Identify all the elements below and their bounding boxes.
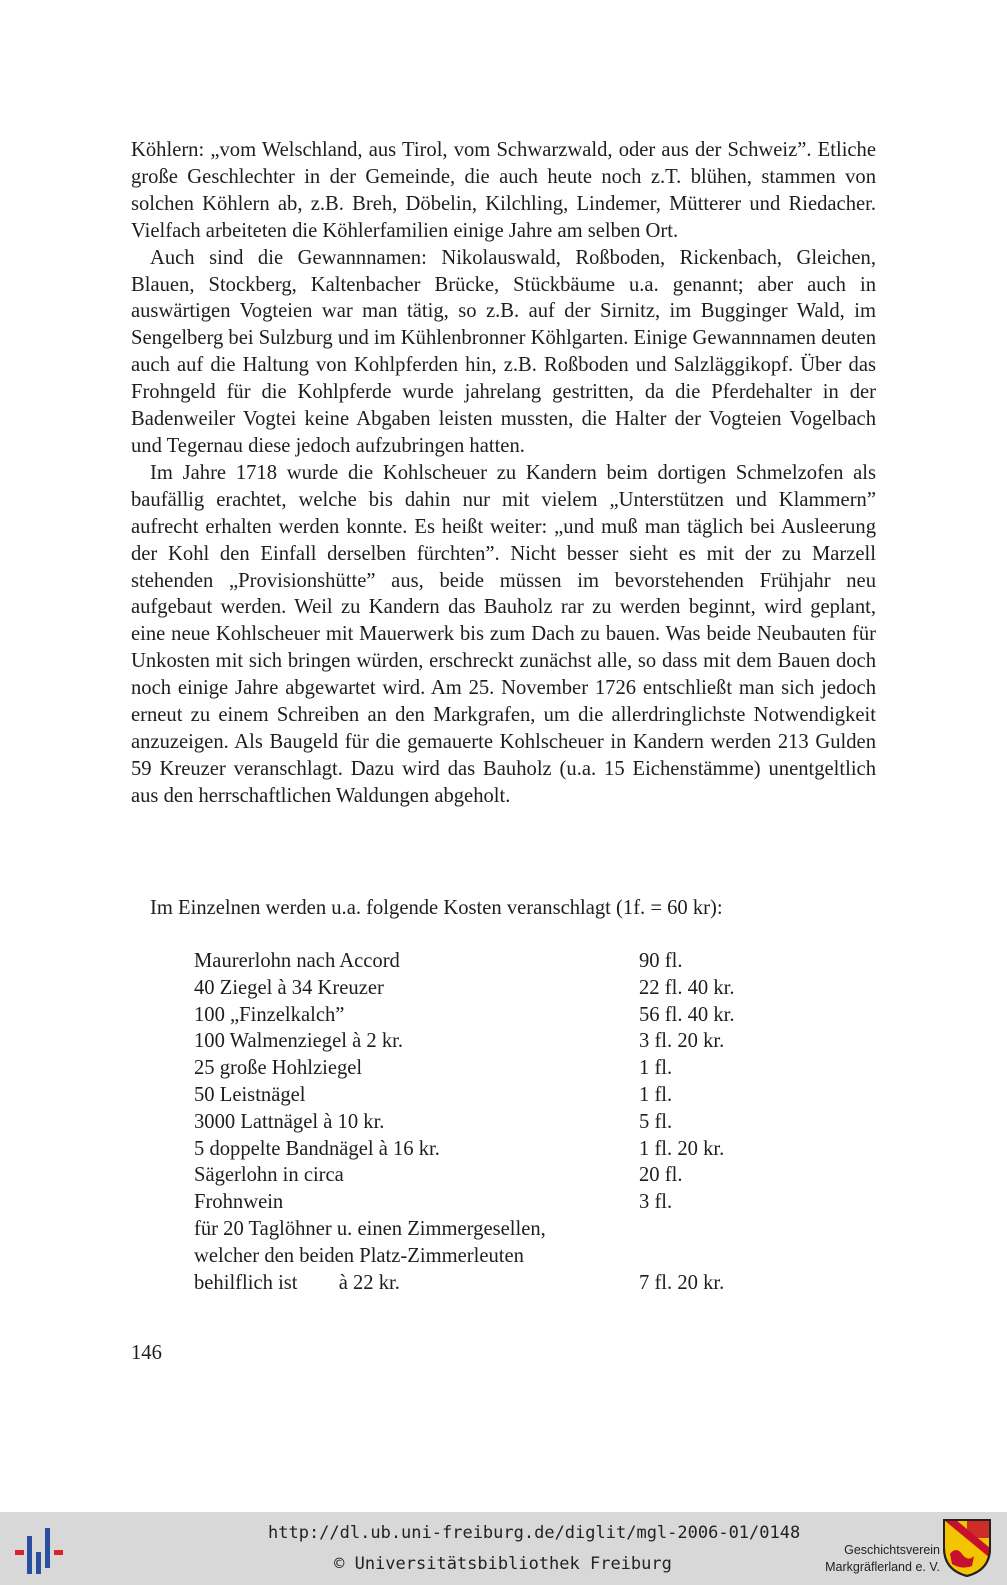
cost-item-amount: 3 fl. (639, 1191, 673, 1214)
page-number: 146 (131, 1342, 162, 1364)
cost-item-label: 100 Walmenziegel à 2 kr. (194, 1030, 403, 1053)
cost-item-label: 40 Ziegel à 34 Kreuzer (194, 976, 384, 999)
cost-item-amount: 5 fl. (639, 1110, 673, 1133)
cost-item-label: 50 Leistnägel (194, 1083, 306, 1106)
cost-item-label: 3000 Lattnägel à 10 kr. (194, 1110, 385, 1133)
cost-item-label: 5 doppelte Bandnägel à 16 kr. (194, 1137, 440, 1160)
footer-url-link[interactable]: http://dl.ub.uni-freiburg.de/diglit/mgl-2006-01/0148 (268, 1523, 801, 1543)
cost-item-label: Maurerlohn nach Accord (194, 950, 400, 972)
footer-copyright: © Universitätsbibliothek Freiburg (334, 1554, 672, 1574)
table-row (194, 1162, 794, 1189)
society-name-line-1: Geschichtsverein (844, 1543, 940, 1557)
cost-item-label: welcher den beiden Platz-Zimmerleuten (194, 1244, 524, 1267)
society-name (812, 1542, 940, 1576)
cost-table (194, 948, 794, 1296)
cost-item-amount: 90 fl. (639, 950, 683, 972)
cost-item-label: Frohnwein (194, 1191, 284, 1214)
cost-item-label: 25 große Hohlziegel (194, 1057, 363, 1080)
table-row (194, 1002, 794, 1029)
society-name-line-2: Markgräflerland e. V. (825, 1560, 940, 1574)
cost-item-amount: 7 fl. 20 kr. (639, 1271, 725, 1294)
table-row (194, 1082, 794, 1109)
cost-item-label: für 20 Taglöhner u. einen Zimmergesellen, (194, 1217, 546, 1240)
cost-item-label: behilflich ist à 22 kr. (194, 1271, 400, 1294)
paragraph-2: Auch sind die Gewannnamen: Nikolauswald, Roßboden, Rickenbach, Gleichen, Blauen, Stockberg, Kaltenbacher Brücke, Stückbäume u.a. genannt; aber auch in auswärtigen Vogteien war man tätig, so z.B. auf der Sirnitz, im Bugginger Wald, im Sengelberg bei Sulzburg und im Kühlenbronner Köhlgarten. Einige Gewannnamen deuten auch auf die Haltung von Kohlpferden hin, z.B. Roßboden und Salzläggikopf. Über das Frohngeld für die Kohlpferde wurde jahrelang gestritten, da die Pferdehalter in der Badenweiler Vogtei keine Abgaben leisten mussten, die Halter der Vogteien Vogelbach und Tegernau diese jedoch aufzubringen hatten. (131, 246, 877, 457)
cost-item-amount: 22 fl. 40 kr. (639, 976, 735, 999)
cost-item-amount: 20 fl. (639, 1164, 683, 1187)
table-row (194, 948, 794, 975)
cost-item-amount: 3 fl. 20 kr. (639, 1030, 725, 1053)
cost-intro: Im Einzelnen werden u.a. folgende Kosten veranschlagt (1f. = 60 kr): (150, 897, 723, 919)
table-row (194, 975, 794, 1002)
table-row (194, 1136, 794, 1163)
cost-item-label: Sägerlohn in circa (194, 1164, 344, 1187)
table-row (194, 1055, 794, 1082)
table-row (194, 1028, 794, 1055)
paragraph-1: Köhlern: „vom Welschland, aus Tirol, vom Schwarzwald, oder aus der Schweiz”. Etliche große Geschlechter in der Gemeinde, die auch heute noch z.T. blühen, stammen von solchen Köhlern ab, z.B. Breh, Döbelin, Kilchling, Lindemer, Mütterer und Riedacher. Vielfach arbeiteten die Köhlerfamilien einige Jahre am selben Ort. (131, 139, 876, 242)
body-text (131, 137, 876, 810)
cost-item-amount: 1 fl. (639, 1083, 673, 1106)
table-row (194, 1270, 794, 1297)
paragraph-3: Im Jahre 1718 wurde die Kohlscheuer zu Kandern beim dortigen Schmelzofen als baufällig erachtet, welche bis dahin nur mit vielem „Unterstützen und Klammern” aufrecht erhalten werden konnte. Es heißt weiter: „und muß man täglich bei Ausleerung der Kohl den Einfall derselben fürchten”. Nicht besser sieht es mit der zu Marzell stehenden „Provisionshütte” aus, beide müssen im bevorstehenden Frühjahr neu aufgebaut werden. Weil zu Kandern das Bauholz rar zu werden beginnt, wird geplant, eine neue Kohlscheuer mit Mauerwerk bis zum Dach zu bauen. Was beide Neubauten für Unkosten mit sich bringen würden, erschreckt zunächst alle, so dass mit dem Bauen doch noch einige Jahre abgewartet wird. Am 25. November 1726 entschließt man sich jedoch erneut zu einem Schreiben an den Markgrafen, um die allerdringlichste Notwendigkeit anzuzeigen. Als Baugeld für die gemauerte Kohlscheuer in Kandern werden 213 Gulden 59 Kreuzer veranschlagt. Dazu wird das Bauholz (u.a. 15 Eichenstämme) unentgeltlich aus den herrschaftlichen Waldungen abgeholt. (131, 461, 876, 807)
ub-freiburg-logo-icon[interactable] (15, 1528, 65, 1574)
table-row (194, 1189, 794, 1216)
footer-bar (0, 1512, 1007, 1585)
cost-item-label: 100 „Finzelkalch” (194, 1003, 345, 1026)
cost-item-amount: 56 fl. 40 kr. (639, 1003, 735, 1026)
cost-item-amount: 1 fl. 20 kr. (639, 1137, 725, 1160)
table-row (194, 1109, 794, 1136)
table-row (194, 1243, 794, 1270)
cost-item-amount: 1 fl. (639, 1057, 673, 1080)
coat-of-arms-icon[interactable] (942, 1518, 992, 1578)
table-row (194, 1216, 794, 1243)
